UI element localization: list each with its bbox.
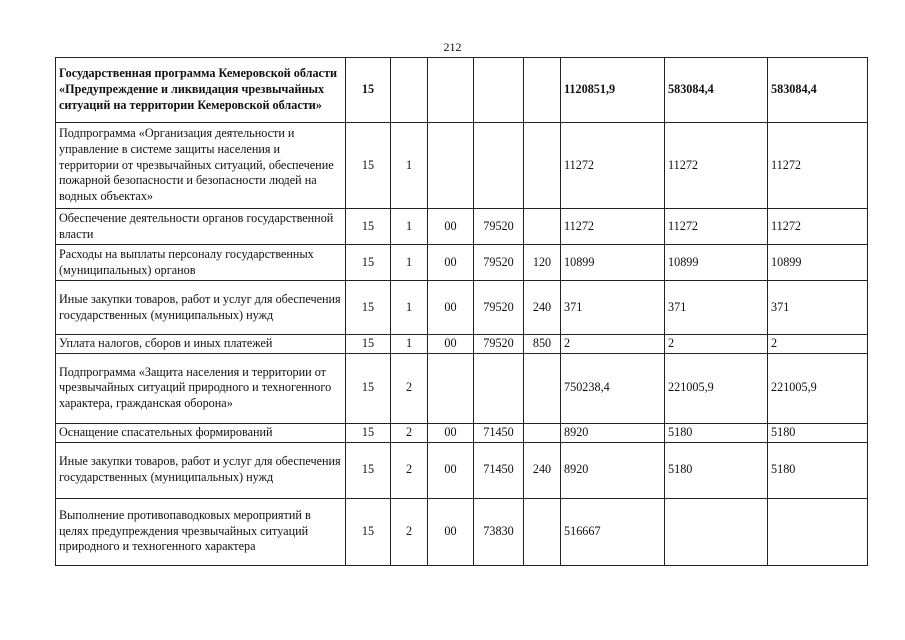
code-main-activity	[428, 123, 474, 209]
code-direction: 79520	[474, 245, 524, 281]
table-row	[56, 245, 868, 281]
value-year-2: 221005,9	[665, 353, 768, 423]
value-year-1: 11272	[561, 209, 665, 245]
code-direction: 79520	[474, 335, 524, 354]
table-row	[56, 335, 868, 354]
value-year-1: 516667	[561, 498, 665, 565]
code-subprogram: 1	[391, 281, 428, 335]
code-program: 15	[346, 423, 391, 442]
value-year-2: 10899	[665, 245, 768, 281]
code-expense-type	[524, 423, 561, 442]
value-year-2	[665, 498, 768, 565]
value-year-1: 8920	[561, 442, 665, 498]
value-year-3: 11272	[768, 209, 868, 245]
code-expense-type: 120	[524, 245, 561, 281]
code-expense-type: 240	[524, 442, 561, 498]
row-name: Уплата налогов, сборов и иных платежей	[56, 335, 346, 354]
value-year-3: 10899	[768, 245, 868, 281]
row-name: Подпрограмма «Организация деятельности и управление в системе защиты населения и территории от чрезвычайных ситуаций, обеспечение пожарной безопасности и безопасности людей на водных объектах»	[56, 123, 346, 209]
table-row	[56, 442, 868, 498]
value-year-2: 5180	[665, 423, 768, 442]
table-row	[56, 498, 868, 565]
code-expense-type: 850	[524, 335, 561, 354]
code-subprogram: 2	[391, 423, 428, 442]
code-main-activity	[428, 353, 474, 423]
code-main-activity: 00	[428, 498, 474, 565]
row-name: Расходы на выплаты персоналу государственных (муниципальных) органов	[56, 245, 346, 281]
code-direction: 79520	[474, 209, 524, 245]
value-year-1: 10899	[561, 245, 665, 281]
code-program: 15	[346, 123, 391, 209]
code-subprogram: 2	[391, 442, 428, 498]
code-main-activity: 00	[428, 335, 474, 354]
row-name: Подпрограмма «Защита населения и территории от чрезвычайных ситуаций природного и техногенного характера, гражданская оборона»	[56, 353, 346, 423]
code-program: 15	[346, 442, 391, 498]
value-year-3: 5180	[768, 423, 868, 442]
code-expense-type	[524, 498, 561, 565]
code-subprogram	[391, 58, 428, 123]
value-year-3: 2	[768, 335, 868, 354]
code-main-activity: 00	[428, 442, 474, 498]
code-direction: 71450	[474, 423, 524, 442]
value-year-3	[768, 498, 868, 565]
table-row	[56, 58, 868, 123]
code-program: 15	[346, 353, 391, 423]
value-year-2: 2	[665, 335, 768, 354]
row-name: Оснащение спасательных формирований	[56, 423, 346, 442]
code-subprogram: 1	[391, 209, 428, 245]
table-row	[56, 209, 868, 245]
code-subprogram: 1	[391, 245, 428, 281]
value-year-2: 5180	[665, 442, 768, 498]
code-program: 15	[346, 58, 391, 123]
code-direction	[474, 123, 524, 209]
code-direction: 73830	[474, 498, 524, 565]
code-main-activity: 00	[428, 281, 474, 335]
code-program: 15	[346, 498, 391, 565]
value-year-3: 11272	[768, 123, 868, 209]
value-year-1: 8920	[561, 423, 665, 442]
code-expense-type	[524, 58, 561, 123]
code-program: 15	[346, 209, 391, 245]
value-year-1: 2	[561, 335, 665, 354]
value-year-3: 5180	[768, 442, 868, 498]
code-expense-type	[524, 209, 561, 245]
code-direction	[474, 353, 524, 423]
row-name: Иные закупки товаров, работ и услуг для обеспечения государственных (муниципальных) нужд	[56, 442, 346, 498]
code-subprogram: 1	[391, 335, 428, 354]
code-subprogram: 2	[391, 498, 428, 565]
code-expense-type: 240	[524, 281, 561, 335]
row-name: Выполнение противопаводковых мероприятий в целях предупреждения чрезвычайных ситуаций природного и техногенного характера	[56, 498, 346, 565]
code-direction: 71450	[474, 442, 524, 498]
value-year-1: 371	[561, 281, 665, 335]
value-year-2: 11272	[665, 123, 768, 209]
code-direction	[474, 58, 524, 123]
code-main-activity: 00	[428, 423, 474, 442]
value-year-1: 11272	[561, 123, 665, 209]
page-number: 212	[443, 40, 462, 54]
code-main-activity	[428, 58, 474, 123]
row-name: Обеспечение деятельности органов государственной власти	[56, 209, 346, 245]
table-row	[56, 281, 868, 335]
code-program: 15	[346, 335, 391, 354]
value-year-3: 583084,4	[768, 58, 868, 123]
value-year-2: 371	[665, 281, 768, 335]
code-subprogram: 2	[391, 353, 428, 423]
code-program: 15	[346, 245, 391, 281]
value-year-3: 221005,9	[768, 353, 868, 423]
value-year-1: 750238,4	[561, 353, 665, 423]
code-direction: 79520	[474, 281, 524, 335]
value-year-3: 371	[768, 281, 868, 335]
value-year-2: 583084,4	[665, 58, 768, 123]
code-expense-type	[524, 353, 561, 423]
table-row	[56, 423, 868, 442]
value-year-1: 1120851,9	[561, 58, 665, 123]
code-expense-type	[524, 123, 561, 209]
code-main-activity: 00	[428, 209, 474, 245]
budget-table	[55, 57, 868, 566]
table-row	[56, 353, 868, 423]
code-main-activity: 00	[428, 245, 474, 281]
row-name: Иные закупки товаров, работ и услуг для обеспечения государственных (муниципальных) нужд	[56, 281, 346, 335]
code-subprogram: 1	[391, 123, 428, 209]
code-program: 15	[346, 281, 391, 335]
value-year-2: 11272	[665, 209, 768, 245]
row-name: Государственная программа Кемеровской области «Предупреждение и ликвидация чрезвычайных ситуаций на территории Кемеровской области»	[56, 58, 346, 123]
table-row	[56, 123, 868, 209]
